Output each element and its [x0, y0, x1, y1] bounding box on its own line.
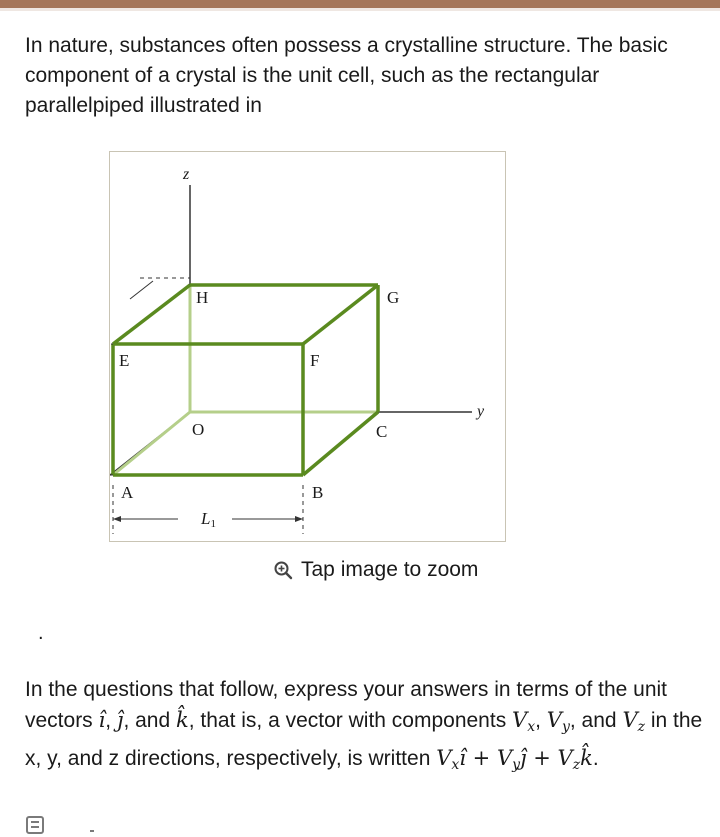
vertex-label-G: G [387, 288, 400, 307]
top-accent-shadow [0, 8, 720, 11]
vertex-label-B: B [312, 483, 324, 502]
crystal-unit-cell-figure[interactable] [109, 151, 506, 542]
vertex-label-H: H [196, 288, 209, 307]
zoom-in-icon [273, 560, 293, 580]
L2-dimension-arrow [110, 281, 153, 334]
axis-label-y: y [477, 403, 485, 420]
unit-cell-diagram [110, 152, 507, 543]
document-icon[interactable] [26, 816, 44, 834]
questions-and-2: , and [569, 709, 623, 732]
component-Vy: $V_y$ [546, 708, 570, 735]
questions-comma-1: , [105, 709, 117, 732]
questions-text-2: , that is, a vector with components [188, 709, 513, 732]
vertex-label-O: O [192, 420, 205, 439]
dimension-label-L1: L1 [201, 509, 216, 530]
bottom-dash [90, 830, 94, 832]
vertex-label-E: E [119, 351, 130, 370]
questions-comma-2: , [535, 709, 547, 732]
questions-and-1: , and [123, 709, 176, 732]
dimension-guides [110, 278, 303, 534]
top-accent-bar [0, 0, 720, 8]
vertex-label-C: C [376, 422, 388, 441]
questions-text-1: In the questions that follow, express your answers in terms of the unit vectors [25, 678, 667, 732]
component-Vz: $V_z$ [622, 708, 645, 735]
tap-to-zoom-label: Tap image to zoom [301, 558, 479, 581]
component-Vx: $V_x$ [512, 708, 536, 735]
unit-vector-i: î [98, 708, 106, 732]
questions-paragraph [25, 674, 705, 781]
axis-label-z: z [183, 166, 190, 183]
questions-text-3: in the x, y, and z directions, respectively, is written [25, 709, 703, 770]
vector-formula: $V_xî$ + $V_yĵ$ + $V_zk̂$ [436, 746, 593, 773]
unit-vector-j: ĵ [116, 708, 124, 732]
separator-dot: . [38, 622, 44, 644]
intro-paragraph: In nature, substances often possess a crystalline structure. The basic component of a crystal is the unit cell, such as the rectangular parallelpiped illustrated in [25, 34, 668, 117]
vertex-label-F: F [310, 351, 320, 370]
vertex-label-A: A [121, 483, 134, 502]
visible-edges [113, 285, 378, 475]
unit-vector-k: k̂ [175, 708, 189, 732]
tap-to-zoom-button[interactable] [273, 556, 478, 584]
questions-period: . [592, 747, 599, 770]
